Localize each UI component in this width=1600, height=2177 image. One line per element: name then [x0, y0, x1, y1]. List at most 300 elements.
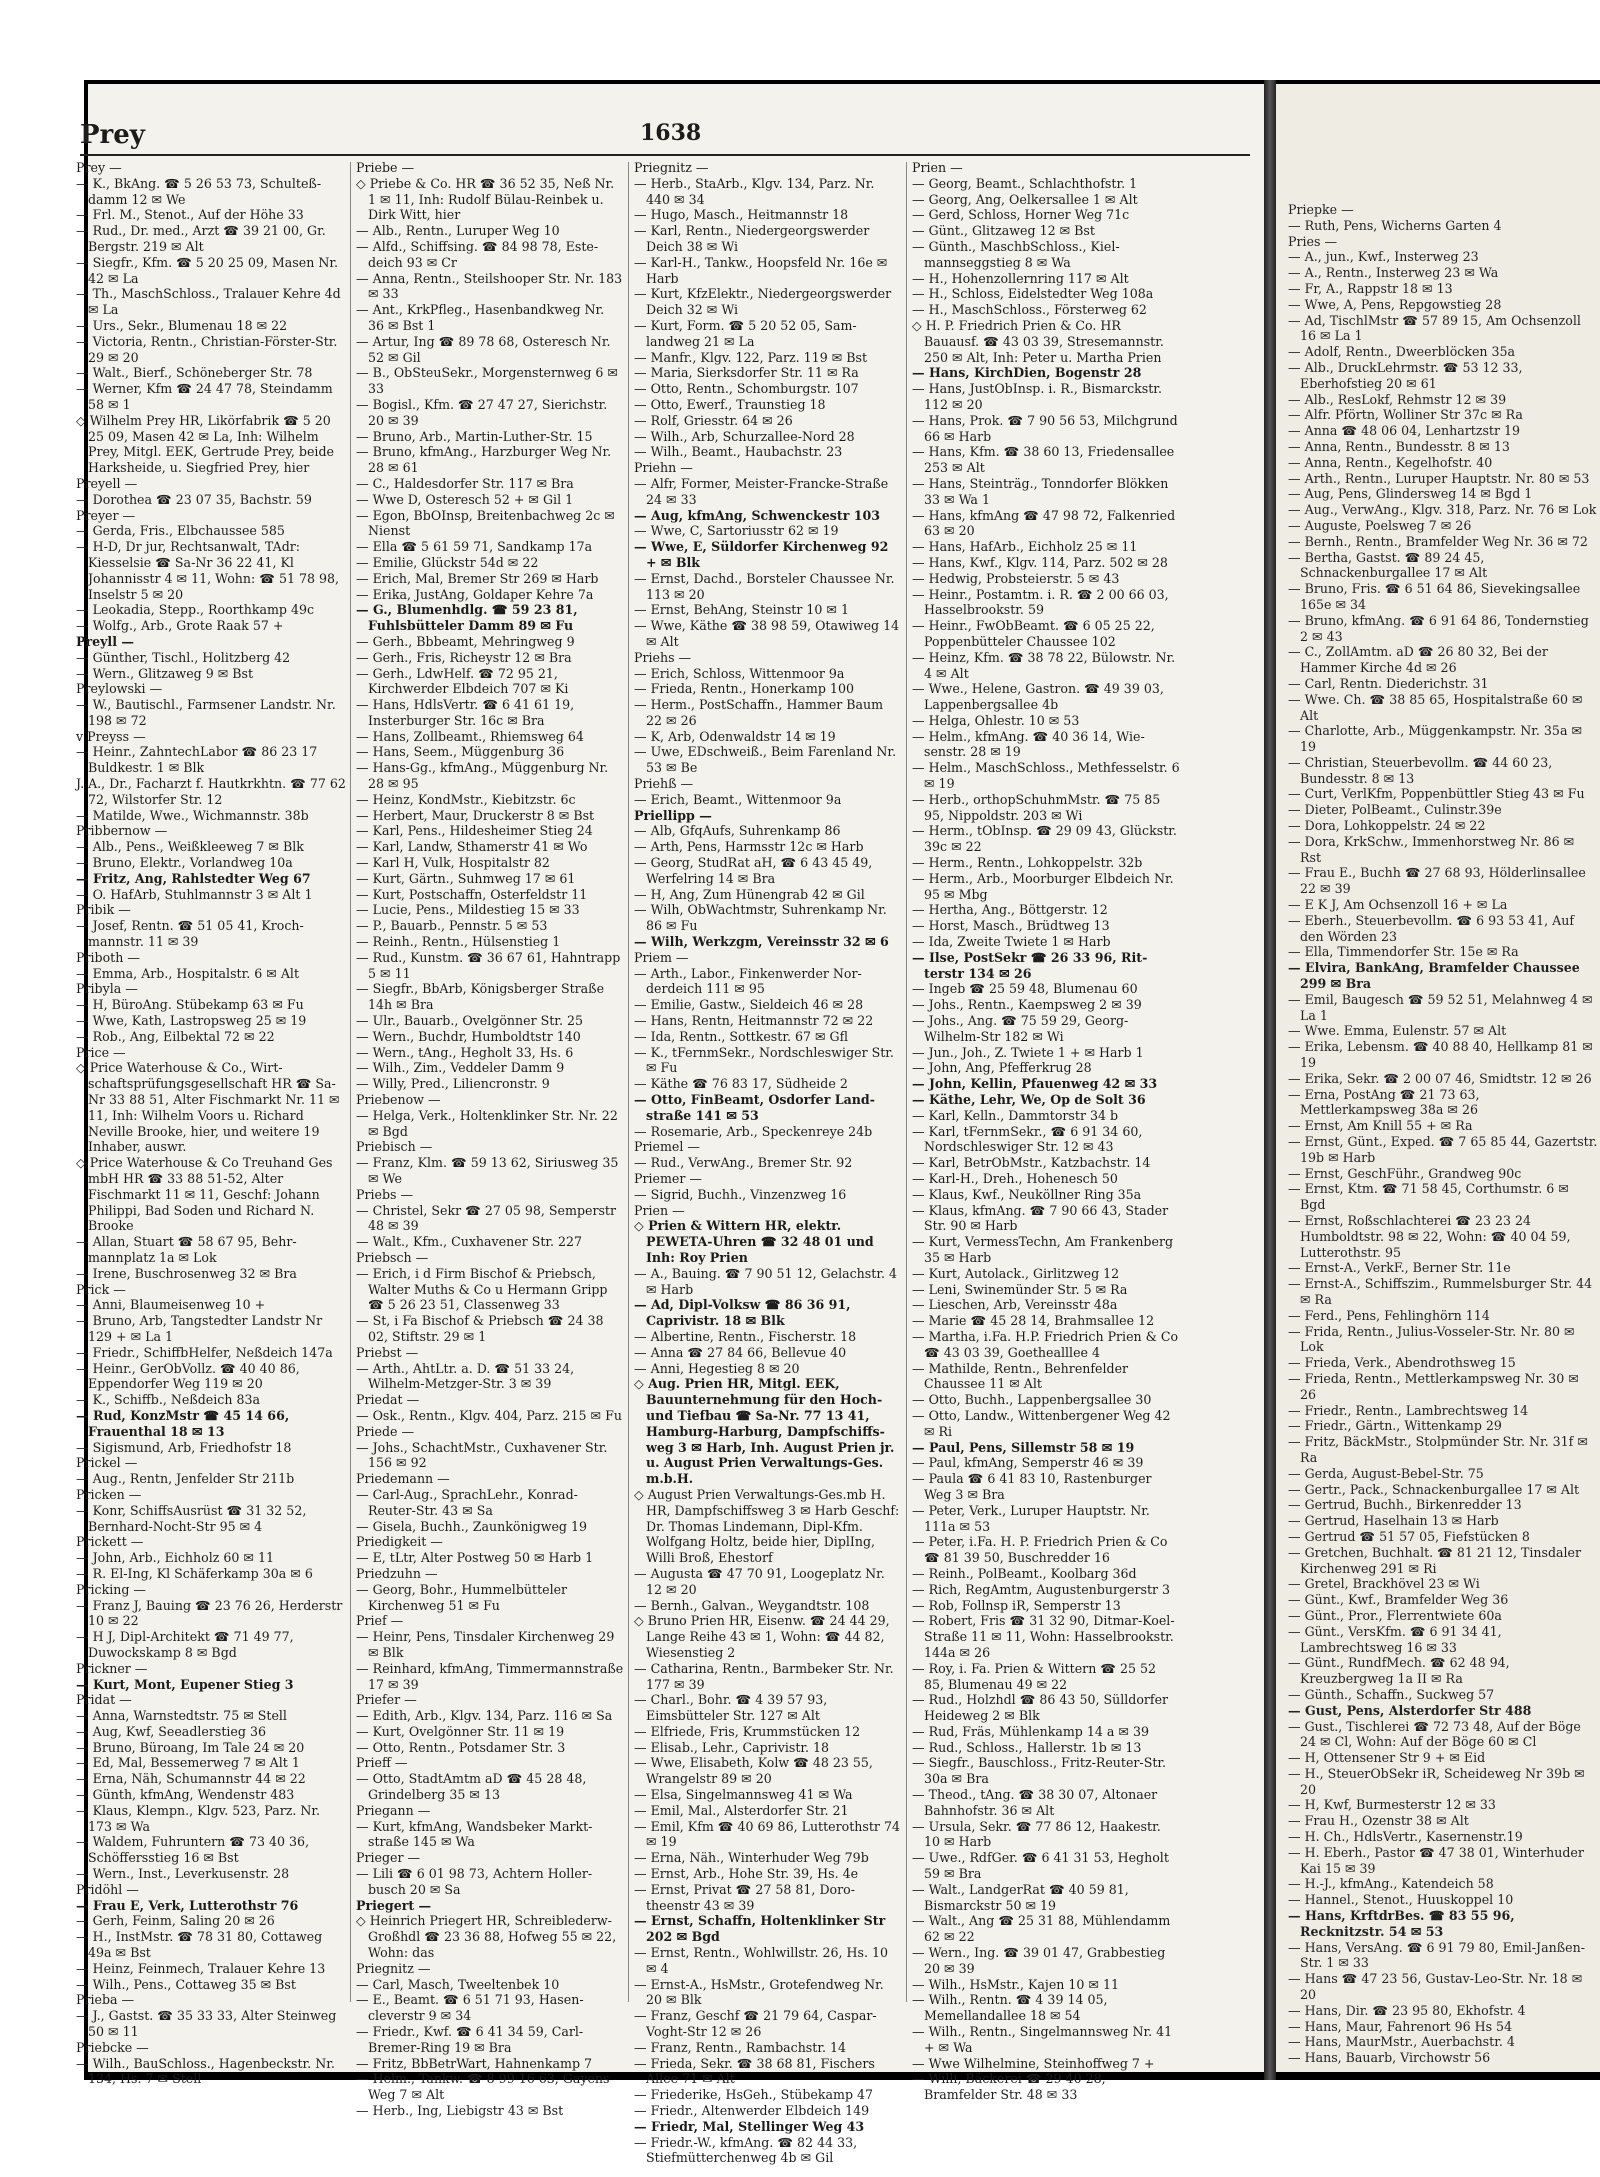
directory-entry: — Erich, Beamt., Wittenmoor 9a	[634, 791, 842, 807]
directory-entry: — H, Ang, Zum Hünengrab 42 ✉ Gil	[634, 886, 865, 902]
directory-entry: — Artur, Ing ☎ 89 78 68, Osteresch Nr. 52 ✉ Gil	[356, 333, 611, 365]
directory-entry: Pribyla —	[76, 981, 138, 997]
directory-entry: — Wwe, C, Sartoriusstr 62 ✉ 19	[634, 523, 839, 539]
directory-entry: — Rob, Follnsp iR, Semperstr 13	[912, 1597, 1121, 1613]
directory-entry: — Helga, Ohlestr. 10 ✉ 53	[912, 712, 1080, 728]
directory-entry: — Otto, Ewerf., Traunstieg 18	[634, 396, 826, 412]
directory-entry: — Curt, VerlKfm, Poppenbüttler Stieg 43 ✉ Fu	[1288, 786, 1585, 802]
directory-entry: — Alb., Rentn., Luruper Weg 10	[356, 223, 560, 239]
directory-entry: Priehn —	[634, 460, 693, 476]
directory-entry: — H J, Dipl-Architekt ☎ 71 49 77, Duwockskamp 8 ✉ Bgd	[76, 1629, 294, 1660]
directory-entry: Priellipp —	[634, 807, 712, 823]
directory-entry: — H, Kwf, Burmesterstr 12 ✉ 33	[1288, 1797, 1496, 1813]
directory-entry: — Christian, Steuerbevollm. ☎ 44 60 23, Bundesstr. 8 ✉ 13	[1288, 754, 1553, 786]
directory-entry: — Emil, Baugesch ☎ 59 52 51, Melahnweg 4 ✉ La 1	[1288, 991, 1593, 1023]
directory-entry: — Rob., Ang, Eilbektal 72 ✉ 22	[76, 1028, 275, 1044]
directory-entry: Priebs —	[356, 1186, 414, 1202]
directory-entry: — Fritz, Ang, Rahlstedter Weg 67	[76, 870, 311, 886]
directory-entry: — Paula ☎ 6 41 83 10, Rastenburger Weg 3 ✉ Bra	[912, 1471, 1152, 1502]
directory-entry: — Kurt, Postschaffn, Osterfeldstr 11	[356, 886, 588, 902]
directory-entry: — G., Blumenhdlg. ☎ 59 23 81, Fuhlsbütteler Damm 89 ✉ Fu	[356, 602, 578, 634]
directory-entry: — Dora, Lohkoppelstr. 24 ✉ 22	[1288, 818, 1486, 834]
directory-entry: — H. Ch., HdlsVertr., Kasernenstr.19	[1288, 1829, 1523, 1845]
adjacent-page-column	[1288, 202, 1598, 2066]
directory-entry: — Wwe D, Osteresch 52 + ✉ Gil 1	[356, 491, 574, 507]
directory-entry: Priepke —	[1288, 202, 1354, 217]
directory-entry: — K., tFernmSekr., Nordschleswiger Str. ✉ Fu	[634, 1044, 894, 1076]
directory-entry: — Friedr., SchiffbHelfer, Neßdeich 147a	[76, 1344, 333, 1360]
directory-entry: — Gertrud, Buchh., Birkenredder 13	[1288, 1497, 1522, 1513]
directory-entry: Pricken —	[76, 1486, 142, 1502]
directory-entry: — H., SteuerObSekr iR, Scheideweg Nr 39b ✉ 20	[1288, 1765, 1585, 1797]
directory-entry: — Rud., Holzhdl ☎ 86 43 50, Sülldorfer Heideweg 2 ✉ Blk	[912, 1692, 1169, 1724]
directory-entry: — Elfriede, Fris, Krummstücken 12	[634, 1723, 861, 1739]
directory-entry: — Leni, Swinemünder Str. 5 ✉ Ra	[912, 1281, 1128, 1297]
directory-entry: — Ulr., Bauarb., Ovelgönner Str. 25	[356, 1013, 583, 1029]
directory-entry: — E K J, Am Ochsenzoll 16 + ✉ La	[1288, 897, 1508, 913]
directory-entry: — Erika, Sekr. ☎ 2 00 07 46, Smidtstr. 12 ✉ 26	[1288, 1070, 1592, 1086]
directory-entry: — Carl, Rentn. Diederichstr. 31	[1288, 675, 1489, 691]
directory-entry: — Fritz, BbBetrWart, Hahnenkamp 7	[356, 2055, 593, 2071]
directory-entry: — Wwe, Käthe ☎ 38 98 59, Otawiweg 14 ✉ Alt	[634, 618, 900, 649]
directory-entry: ◇ Bruno Prien HR, Eisenw. ☎ 24 44 29, Lange Reihe 43 ✉ 1, Wohn: ☎ 44 82, Wiesenstieg 2	[634, 1613, 890, 1660]
directory-entry: — Osk., Rentn., Klgv. 404, Parz. 215 ✉ Fu	[356, 1407, 622, 1423]
directory-entry: — Erna, Näh., Winterhuder Weg 79b	[634, 1850, 869, 1866]
directory-entry: Pries —	[1288, 233, 1338, 249]
directory-entry: — Franz, Rentn., Rambachstr. 14	[634, 2039, 846, 2055]
directory-entry: — Augusta ☎ 47 70 91, Loogeplatz Nr. 12 ✉ 20	[634, 1565, 885, 1597]
directory-entry: — Alfd., Schiffsing. ☎ 84 98 78, Estedeich 93 ✉ Cr	[356, 238, 599, 270]
directory-entry: — Urs., Sekr., Blumenau 18 ✉ 22	[76, 317, 288, 333]
directory-entry: — Ida, Rentn., Sottkestr. 67 ✉ Gfl	[634, 1028, 849, 1044]
directory-entry: Prey —	[76, 160, 122, 175]
directory-entry: — Egon, BbOInsp, Breitenbachweg 2c ✉ Nienst	[356, 507, 615, 539]
directory-entry: — Günt., Pror., Flerrentwiete 60a	[1288, 1607, 1502, 1623]
directory-entry: — Ernst-A., HsMstr., Grotefendweg Nr. 20 ✉ Blk	[634, 1976, 884, 2008]
directory-entry: — Rolf, Griesstr. 64 ✉ 26	[634, 412, 793, 428]
directory-entry: — Gust, Pens, Alsterdorfer Str 488	[1288, 1702, 1532, 1718]
directory-entry: — Hans, Steinträg., Tonndorfer Blökken 33 ✉ Wa 1	[912, 475, 1169, 507]
directory-entry: — John, Arb., Eichholz 60 ✉ 11	[76, 1550, 274, 1566]
directory-entry: ◇ Aug. Prien HR, Mitgl. EEK, Bauunternehmung für den Hoch- und Tiefbau ☎ Sa-Nr. 77 13 41, Hamburg-Harburg, Dampfschiffsweg 3 ✉ Harb, Inh. August Prien jr. u. August Prien Verwaltungs-Ges. m.b.H.	[634, 1376, 895, 1487]
directory-entry: Priegnitz —	[356, 1960, 431, 1976]
directory-entry: — Adolf, Rentn., Dweerblöcken 35a	[1288, 344, 1516, 360]
directory-entry: — Aug, Pens, Glindersweg 14 ✉ Bgd 1	[1288, 486, 1533, 502]
directory-entry: — Dorothea ☎ 23 07 35, Bachstr. 59	[76, 491, 312, 507]
directory-entry: — Wolfg., Arb., Grote Raak 57 +	[76, 618, 284, 634]
directory-entry: — Siegfr., BbArb, Königsberger Straße 14h ✉ Bra	[356, 981, 605, 1013]
directory-entry: — H.-J., kfmAng., Katendeich 58	[1288, 1876, 1494, 1892]
directory-entry: — Catharina, Rentn., Barmbeker Str. Nr. 177 ✉ 39	[634, 1660, 894, 1692]
directory-entry: — Alb., DruckLehrmstr. ☎ 53 12 33, Eberhofstieg 20 ✉ 61	[1288, 359, 1523, 391]
directory-entry: — Arth., Labor., Finkenwerder Norderdeich 111 ✉ 95	[634, 965, 862, 997]
directory-entry: ◇ Price Waterhouse & Co Treuhand Ges mbH HR ☎ 33 88 51-52, Alter Fischmarkt 11 ✉ 11, Geschf: Johann Philippi, Bad Soden und Richard N. Brooke	[76, 1155, 333, 1234]
directory-entry: — Charlotte, Arb., Müggenkampstr. Nr. 35a ✉ 19	[1288, 723, 1583, 755]
directory-entry: — Kurt, Autolack., Girlitzweg 12	[912, 1265, 1120, 1281]
directory-entry: — Franz, Geschf ☎ 21 79 64, Caspar-Voght-Str 12 ✉ 26	[634, 2008, 877, 2040]
directory-entry: — Rud., Schloss., Hallerstr. 1b ✉ 13	[912, 1739, 1142, 1755]
directory-entry: — K., Schiffb., Neßdeich 83a	[76, 1392, 260, 1408]
directory-entry: ◇ Wilhelm Prey HR, Likörfabrik ☎ 5 20 25 09, Masen 42 ✉ La, Inh: Wilhelm Prey, Mitgl. EEK, Gertrude Prey, beide Harksheide, u. Siegfried Prey, hier	[76, 412, 334, 476]
directory-entry: — Herm., tObInsp. ☎ 29 09 43, Glückstr. 39c ✉ 22	[912, 823, 1177, 855]
directory-entry: — Ernst, Privat ☎ 27 58 81, Dorotheenstr 43 ✉ 39	[634, 1881, 855, 1913]
directory-entry: — Heinr, Pens, Tinsdaler Kirchenweg 29 ✉ Blk	[356, 1629, 615, 1660]
directory-entry: Priehs —	[634, 649, 692, 665]
directory-entry: — Frl. M., Stenot., Auf der Höhe 33	[76, 207, 304, 223]
directory-entry: — Albertine, Rentn., Fischerstr. 18	[634, 1328, 857, 1344]
directory-entry: — Paul, kfmAng, Semperstr 46 ✉ 39	[912, 1455, 1144, 1471]
directory-entry: — Friederike, HsGeh., Stübekamp 47	[634, 2087, 874, 2103]
directory-entry: — Sigismund, Arb, Friedhofstr 18	[76, 1439, 292, 1455]
directory-entry: — Th., MaschSchloss., Tralauer Kehre 4d ✉ La	[76, 286, 341, 318]
directory-entry: — Herm., PostSchaffn., Hammer Baum 22 ✉ 26	[634, 697, 884, 728]
directory-entry: — Konr, SchiffsAusrüst ☎ 31 32 52, Bernhard-Nocht-Str 95 ✉ 4	[76, 1502, 307, 1534]
directory-entry: — Wwe. Emma, Eulenstr. 57 ✉ Alt	[1288, 1023, 1507, 1039]
directory-entry: — Gertrud, Haselhain 13 ✉ Harb	[1288, 1513, 1499, 1529]
directory-entry: — H., InstMstr. ☎ 78 31 80, Cottaweg 49a ✉ Bst	[76, 1929, 323, 1961]
directory-entry: — Gust., Tischlerei ☎ 72 73 48, Auf der Böge 24 ✉ Cl, Wohn: Auf der Böge 60 ✉ Cl	[1288, 1718, 1581, 1750]
directory-entry: — Victoria, Rentn., Christian-Förster-Str. 29 ✉ 20	[76, 333, 338, 365]
directory-entry: — Ruth, Pens, Wicherns Garten 4	[1288, 217, 1502, 233]
directory-entry: — Karl, Kelln., Dammtorstr 34 b	[912, 1107, 1119, 1123]
directory-entry: — Heinr., GerObVollz. ☎ 40 40 86, Eppendorfer Weg 119 ✉ 20	[76, 1360, 300, 1392]
directory-entry: — H. Eberh., Pastor ☎ 47 38 01, Winterhuder Kai 15 ✉ 39	[1288, 1844, 1584, 1876]
directory-entry: — Wwe., Helene, Gastron. ☎ 49 39 03, Lappenbergsallee 4b	[912, 681, 1164, 713]
directory-entry: — Robert, Fris ☎ 31 32 90, Ditmar-Koel-Straße 11 ✉ 11, Wohn: Hasselbrookstr. 144a ✉ 26	[912, 1613, 1175, 1660]
directory-entry: — H., Hohenzollernring 117 ✉ Alt	[912, 270, 1129, 286]
directory-entry: — K., BkAng. ☎ 5 26 53 73, Schulteßdamm 12 ✉ We	[76, 175, 322, 207]
directory-entry: Priboth —	[76, 949, 140, 965]
directory-entry: — Hans ☎ 47 23 56, Gustav-Leo-Str. Nr. 18 ✉ 20	[1288, 1971, 1583, 2003]
directory-entry: — Erika, JustAng, Goldaper Kehre 7a	[356, 586, 594, 602]
directory-entry: — Erika, Lebensm. ☎ 40 88 40, Hellkamp 81 ✉ 19	[1288, 1039, 1593, 1071]
directory-entry: — Jun., Joh., Z. Twiete 1 + ✉ Harb 1	[912, 1044, 1144, 1060]
directory-entry: — Rud., Kunstm. ☎ 36 67 61, Hahntrapp 5 ✉ 11	[356, 949, 621, 981]
directory-entry: — Hedwig, Probsteierstr. 5 ✉ 43	[912, 570, 1120, 586]
directory-entry: — Elisab., Lehr., Caprivistr. 18	[634, 1739, 830, 1755]
directory-entry: — Ernst, Günt., Exped. ☎ 7 65 85 44, Gazertstr. 19b ✉ Harb	[1288, 1134, 1598, 1165]
directory-entry: — Hans, HafArb., Eichholz 25 ✉ 11	[912, 539, 1138, 555]
directory-entry: — Hans, Kfm. ☎ 38 60 13, Friedensallee 253 ✉ Alt	[912, 444, 1175, 476]
directory-entry: — Carl-Aug., SprachLehr., Konrad-Reuter-Str. 43 ✉ Sa	[356, 1486, 578, 1518]
directory-entry: — Wwe Wilhelmine, Steinhoffweg 7 +	[912, 2055, 1155, 2071]
directory-entry: — W., Bautischl., Farmsener Landstr. Nr. 198 ✉ 72	[76, 697, 336, 728]
directory-entry: — Herb., Ing, Liebigstr 43 ✉ Bst	[356, 2103, 564, 2119]
directory-entry: — Emilie, Gastw., Sieldeich 46 ✉ 28	[634, 997, 864, 1013]
directory-entry: — Siegfr., Bauschloss., Fritz-Reuter-Str. 30a ✉ Bra	[912, 1755, 1167, 1787]
directory-entry: — Otto, Rentn., Potsdamer Str. 3	[356, 1739, 566, 1755]
directory-entry: — Helm., kfmAng. ☎ 40 36 14, Wiesenstr. 28 ✉ 19	[912, 728, 1145, 760]
directory-entry: — Anna, Warnstedtstr. 75 ✉ Stell	[76, 1708, 287, 1724]
directory-entry: — Hans, KrftdrBes. ☎ 83 55 96, Recknitzstr. 54 ✉ 53	[1288, 1908, 1515, 1939]
directory-entry: — Johs., SchachtMstr., Cuxhavener Str. 156 ✉ 92	[356, 1439, 608, 1471]
directory-entry: — H-D, Dr jur, Rechtsanwalt, TAdr: Kiesselsie ☎ Sa-Nr 36 22 41, Kl Johannisstr 4 ✉ 11, Wohn: ☎ 51 78 98, Inselstr 5 ✉ 20	[76, 539, 340, 602]
directory-entry: Priegann —	[356, 1802, 431, 1818]
directory-entry: — Kurt, kfmAng, Wandsbeker Marktstraße 145 ✉ Wa	[356, 1818, 593, 1850]
directory-entry: — Ernst, Rentn., Wohlwillstr. 26, Hs. 10 ✉ 4	[634, 1945, 889, 1976]
directory-entry: — Ernst, Am Knill 55 + ✉ Ra	[1288, 1118, 1473, 1134]
directory-entry: — Kurt, Gärtn., Suhmweg 17 ✉ 61	[356, 870, 576, 886]
directory-entry: — Peter, i.Fa. H. P. Friedrich Prien & Co ☎ 81 39 50, Buschredder 16	[912, 1534, 1168, 1566]
directory-entry: — Wern., Glitzaweg 9 ✉ Bst	[76, 665, 254, 681]
directory-entry: — Hans, Zollbeamt., Rhiemsweg 64	[356, 728, 584, 744]
directory-entry: — Ella, Timmendorfer Str. 15e ✉ Ra	[1288, 944, 1519, 960]
directory-entry: — Rud, Fräs, Mühlenkamp 14 a ✉ 39	[912, 1723, 1149, 1739]
directory-entry: — Walt., Kfm., Cuxhavener Str. 227	[356, 1234, 583, 1250]
directory-entry: — Frieda, Rentn., Mettlerkampsweg Nr. 30 ✉ 26	[1288, 1370, 1579, 1402]
directory-entry: — Frida, Rentn., Julius-Vosseler-Str. Nr. 80 ✉ Lok	[1288, 1323, 1575, 1355]
directory-entry: — Günt., Kwf., Bramfelder Weg 36	[1288, 1592, 1509, 1608]
directory-entry: — Hans, Dir. ☎ 23 95 80, Ekhofstr. 4	[1288, 2002, 1526, 2018]
directory-entry: — A., Bauing. ☎ 7 90 51 12, Gelachstr. 4 ✉ Harb	[634, 1265, 897, 1297]
directory-entry: — Gertrud ☎ 51 57 05, Fiefstücken 8	[1288, 1528, 1530, 1544]
directory-entry: — Otto, Landw., Wittenbergener Weg 42 ✉ Ri	[912, 1407, 1171, 1439]
directory-entry: Priebe —	[356, 160, 415, 175]
directory-entry: — Georg, StudRat aH, ☎ 6 43 45 49, Werfelring 14 ✉ Bra	[634, 855, 873, 886]
directory-entry: Pribbernow —	[76, 823, 168, 839]
column-2	[356, 160, 624, 2119]
directory-entry: — Hans, Prok. ☎ 7 90 56 53, Milchgrund 66 ✉ Harb	[912, 412, 1178, 444]
directory-entry: — Ernst, Ktm. ☎ 71 58 45, Corthumstr. 6 ✉ Bgd	[1288, 1181, 1569, 1213]
directory-entry: — Hans, Seem., Müggenburg 36	[356, 744, 565, 760]
directory-entry: — Martha, i.Fa. H.P. Friedrich Prien & Co ☎ 43 03 39, Goethealllee 4	[912, 1328, 1179, 1360]
directory-entry: — H., Schloss, Eidelstedter Weg 108a	[912, 286, 1154, 302]
directory-entry: — Rosemarie, Arb., Speckenreye 24b	[634, 1123, 873, 1139]
directory-entry: — Erich, Mal, Bremer Str 269 ✉ Harb	[356, 570, 599, 586]
directory-entry: — Uwe., RdfGer. ☎ 6 41 31 53, Hegholt 59 ✉ Bra	[912, 1850, 1169, 1882]
directory-entry: — Sigrid, Buchh., Vinzenzweg 16	[634, 1186, 847, 1202]
directory-entry: — Bruno, kfmAng., Harzburger Weg Nr. 28 ✉ 61	[356, 444, 612, 476]
directory-entry: — Gerh., LdwHelf. ☎ 72 95 21, Kirchwerder Elbdeich 707 ✉ Ki	[356, 665, 569, 697]
directory-entry: — Ad, TischlMstr ☎ 57 89 15, Am Ochsenzoll 16 ✉ La 1	[1288, 312, 1581, 344]
directory-entry: ◇ Prien & Wittern HR, elektr. PEWETA-Uhren ☎ 32 48 01 und Inh: Roy Prien	[634, 1218, 874, 1265]
directory-entry: Prieba —	[76, 1992, 135, 2008]
directory-entry: — Ernst, BehAng, Steinstr 10 ✉ 1	[634, 602, 849, 618]
directory-entry: — Bruno, Fris. ☎ 6 51 64 86, Sievekingsallee 165e ✉ 34	[1288, 581, 1581, 612]
directory-entry: — Heinr., FwObBeamt. ☎ 6 05 25 22, Poppenbütteler Chaussee 102	[912, 618, 1155, 649]
directory-entry: — Wern., Inst., Leverkusenstr. 28	[76, 1866, 290, 1882]
directory-entry: — Hans, HdlsVertr. ☎ 6 41 61 19, Insterburger Str. 16c ✉ Bra	[356, 697, 575, 728]
directory-entry: — Gerd, Schloss, Horner Weg 71c	[912, 207, 1130, 223]
directory-entry: — R. El-Ing, Kl Schäferkamp 30a ✉ 6	[76, 1565, 313, 1581]
directory-entry: — Roy, i. Fa. Prien & Wittern ☎ 25 52 85, Blumenau 49 ✉ 22	[912, 1660, 1157, 1692]
directory-entry: — C., ZollAmtm. aD ☎ 26 80 32, Bei der Hammer Kirche 4d ✉ 26	[1288, 644, 1548, 676]
directory-entry: — Wilh., Rentn. ☎ 4 39 14 05, Memellandallee 18 ✉ 54	[912, 1992, 1108, 2024]
directory-entry: — Erna, Näh, Schumannstr 44 ✉ 22	[76, 1771, 306, 1787]
directory-entry: — Karl H, Vulk, Hospitalstr 82	[356, 855, 550, 871]
directory-entry: Priem —	[634, 949, 689, 965]
directory-entry: — Allan, Stuart ☎ 58 67 95, Behrmannplatz 1a ✉ Lok	[76, 1234, 297, 1265]
directory-entry: — Wwe, Elisabeth, Kolw ☎ 48 23 55, Wrangelstr 89 ✉ 20	[634, 1755, 873, 1787]
directory-entry: — Karl, tFernmSekr., ☎ 6 91 34 60, Nordschleswiger Str. 12 ✉ 43	[912, 1123, 1143, 1155]
directory-entry: — Frau E, Verk, Lutterothstr 76	[76, 1897, 299, 1913]
directory-entry: — Elsa, Singelmannsweg 41 ✉ Wa	[634, 1787, 853, 1803]
directory-entry: — Karl, Landw, Sthamerstr 41 ✉ Wo	[356, 839, 588, 855]
directory-entry: Price —	[76, 1044, 126, 1060]
directory-entry: — Johs., Rentn., Kaempsweg 2 ✉ 39	[912, 997, 1142, 1013]
directory-entry: Priemer —	[634, 1171, 702, 1186]
directory-entry: — K, Arb, Odenwaldstr 14 ✉ 19	[634, 728, 836, 744]
directory-entry: Priebcke —	[76, 2039, 149, 2055]
directory-entry: — Hertha, Ang., Böttgerstr. 12	[912, 902, 1108, 918]
directory-entry: — Gisela, Buchh., Zaunkönigweg 19	[356, 1518, 588, 1534]
directory-entry: ◇ H. P. Friedrich Prien & Co. HR Bauausf. ☎ 43 03 39, Stresemannstr. 250 ✉ Alt, Inh: Peter u. Martha Prien	[912, 317, 1164, 365]
directory-entry: — Kurt, KfzElektr., Niedergeorgswerder Deich 32 ✉ Wi	[634, 286, 892, 318]
directory-entry: — Otto, Buchh., Lappenbergsallee 30	[912, 1392, 1152, 1408]
directory-entry: — Wwe, A, Pens, Repgowstieg 28	[1288, 296, 1502, 312]
directory-entry: — Wern., Ing. ☎ 39 01 47, Grabbestieg 20 ✉ 39	[912, 1945, 1166, 1976]
directory-entry: — Josef, Rentn. ☎ 51 05 41, Krochmannstr. 11 ✉ 39	[76, 918, 304, 950]
directory-entry: Priede —	[356, 1423, 415, 1439]
column-divider	[350, 162, 351, 2002]
directory-entry: — Rud, KonzMstr ☎ 45 14 66, Frauenthal 18 ✉ 13	[76, 1407, 290, 1439]
directory-entry: — Manfr., Klgv. 122, Parz. 119 ✉ Bst	[634, 349, 868, 365]
directory-entry: Priefer —	[356, 1692, 417, 1708]
directory-entry: — Uwe, EDschweiß., Beim Farenland Nr. 53 ✉ Be	[634, 744, 897, 776]
directory-entry: — Walt., Bierf., Schöneberger Str. 78	[76, 365, 313, 381]
directory-entry: — Kurt, Ovelgönner Str. 11 ✉ 19	[356, 1723, 565, 1739]
directory-entry: — Heinz, Kfm. ☎ 38 78 22, Bülowstr. Nr. 4 ✉ Alt	[912, 649, 1176, 681]
directory-entry: — Hugo, Masch., Heitmannstr 18	[634, 207, 849, 223]
directory-entry: — Ernst, Schaffn, Holtenklinker Str 202 ✉ Bgd	[634, 1913, 886, 1945]
directory-entry: — Hans, Rentn, Heitmannstr 72 ✉ 22	[634, 1013, 874, 1029]
directory-entry: — Auguste, Poelsweg 7 ✉ 26	[1288, 517, 1472, 533]
directory-entry: — Friedr, Mal, Stellinger Weg 43	[634, 2118, 865, 2134]
directory-entry: Priebisch —	[356, 1139, 433, 1155]
directory-entry: — Alfr. Pförtn, Wolliner Str 37c ✉ Ra	[1288, 407, 1523, 423]
directory-entry: — Gerh., Bbbeamt, Mehringweg 9	[356, 633, 575, 649]
directory-entry: — Karl, Pens., Hildesheimer Stieg 24	[356, 823, 593, 839]
directory-entry: — Leokadia, Stepp., Roorthkamp 49c	[76, 602, 315, 618]
directory-entry: — Gerh., Fris, Richeystr 12 ✉ Bra	[356, 649, 572, 665]
directory-entry: — Alb., Pens., Weißkleeweg 7 ✉ Blk	[76, 839, 304, 855]
directory-entry: — H, BüroAng. Stübekamp 63 ✉ Fu	[76, 997, 304, 1013]
directory-entry: — Werner, Kfm ☎ 24 47 78, Steindamm 58 ✉ 1	[76, 381, 333, 412]
directory-entry: — Wilh., HsMstr., Kajen 10 ✉ 11	[912, 1976, 1120, 1992]
page-number: 1638	[640, 120, 702, 146]
header-rule	[80, 154, 1250, 156]
directory-entry: — Wwe, E, Süldorfer Kirchenweg 92 + ✉ Blk	[634, 539, 889, 570]
directory-entry: — Gretchen, Buchhalt. ☎ 81 21 12, Tinsdaler Kirchenweg 291 ✉ Ri	[1288, 1544, 1582, 1576]
directory-entry: — Anna, Rentn., Bundesstr. 8 ✉ 13	[1288, 438, 1510, 454]
directory-entry: — Aug, Kwf, Seeadlerstieg 36	[76, 1723, 266, 1739]
directory-entry: — Eberh., Steuerbevollm. ☎ 6 93 53 41, Auf den Wörden 23	[1288, 912, 1575, 944]
directory-entry: — Hans, KirchDien, Bogenstr 28	[912, 365, 1142, 381]
directory-entry: — Ed, Mal, Bessemerweg 7 ✉ Alt 1	[76, 1755, 300, 1771]
directory-entry: — Frau E., Buchh ☎ 27 68 93, Hölderlinsallee 22 ✉ 39	[1288, 865, 1586, 897]
directory-entry: — Ernst, Roßschlachterei ☎ 23 23 24 Humboldtstr. 98 ✉ 22, Wohn: ☎ 40 04 59, Lutterothstr. 95	[1288, 1213, 1571, 1260]
page-title: Prey	[80, 120, 145, 150]
directory-entry: Preyll —	[76, 633, 134, 649]
directory-entry: — Friedr., Kwf. ☎ 6 41 34 59, Carl-Bremer-Ring 19 ✉ Bra	[356, 2024, 584, 2055]
directory-entry: — Fritz, BäckMstr., Stolpmünder Str. Nr. 31f ✉ Ra	[1288, 1434, 1588, 1465]
directory-entry: — Franz, Klm. ☎ 59 13 62, Siriusweg 35 ✉ We	[356, 1155, 619, 1186]
directory-entry: — Herb., orthopSchuhmMstr. ☎ 75 85 95, Nippoldstr. 203 ✉ Wi	[912, 791, 1161, 823]
directory-entry: — Emma, Arb., Hospitalstr. 6 ✉ Alt	[76, 965, 300, 981]
directory-entry: — Friedr., Gärtn., Wittenkamp 29	[1288, 1418, 1502, 1434]
directory-entry: — Klaus, Kwf., Neuköllner Ring 35a	[912, 1186, 1142, 1202]
directory-entry: — Alfr, Former, Meister-Francke-Straße 24 ✉ 33	[634, 475, 889, 507]
directory-entry: — H, Ottensener Str 9 + ✉ Eid	[1288, 1750, 1486, 1766]
directory-entry: — Bernh., Galvan., Weygandtstr. 108	[634, 1597, 870, 1613]
directory-entry: — Gerh, Feinm, Saling 20 ✉ 26	[76, 1913, 275, 1929]
directory-entry: — Karl-H., Tankw., Hoopsfeld Nr. 16e ✉ Harb	[634, 254, 888, 286]
directory-entry: — Erich, Schloss, Wittenmoor 9a	[634, 665, 845, 681]
scan-background	[76, 80, 1600, 2166]
directory-entry: — H., MaschSchloss., Försterweg 62	[912, 302, 1147, 318]
directory-entry: — Erich, i d Firm Bischof & Priebsch, Walter Muths & Co u Hermann Gripp ☎ 5 26 23 51, Classenweg 33	[356, 1265, 608, 1313]
directory-entry: — Hans, Kwf., Klgv. 114, Parz. 502 ✉ 28	[912, 554, 1168, 570]
directory-entry: — John, Ang, Pfefferkrug 28	[912, 1060, 1092, 1076]
directory-entry: — Heinz, Feinmech, Tralauer Kehre 13	[76, 1960, 326, 1976]
directory-entry: — Rud., Dr. med., Arzt ☎ 39 21 00, Gr. Bergstr. 219 ✉ Alt	[76, 223, 326, 254]
directory-entry: — Ernst, Arb., Hohe Str. 39, Hs. 4e	[634, 1866, 859, 1882]
directory-entry: Pridat —	[76, 1692, 132, 1708]
directory-entry: — Gerda, Fris., Elbchaussee 585	[76, 523, 285, 539]
directory-entry: — E., Beamt. ☎ 6 51 71 93, Hasencleverstr 9 ✉ 34	[356, 1992, 584, 2024]
directory-entry: Priedzuhn —	[356, 1565, 438, 1581]
directory-entry: — Aug., Rentn, Jenfelder Str 211b	[76, 1471, 295, 1487]
directory-entry: — Ernst, Dachd., Borsteler Chaussee Nr. 113 ✉ 20	[634, 570, 895, 602]
directory-entry: — Aug, kfmAng, Schwenckestr 103	[634, 507, 881, 523]
directory-entry: Prickel —	[76, 1455, 138, 1471]
directory-entry: v Preyss —	[76, 728, 146, 744]
directory-entry: Priegnitz —	[634, 160, 709, 175]
directory-entry: — Willi, Bäckerei ☎ 29 40 28, Bramfelder Str. 48 ✉ 33	[912, 2071, 1106, 2103]
column-divider	[906, 162, 907, 2002]
directory-entry: — Dora, KrkSchw., Immenhorstweg Nr. 86 ✉ Rst	[1288, 833, 1575, 865]
directory-entry: Priedigkeit —	[356, 1534, 443, 1550]
directory-entry: Pridöhl —	[76, 1881, 139, 1897]
directory-entry: — Reinh., Rentn., Hülsenstieg 1	[356, 934, 561, 950]
directory-entry: — Ida, Zweite Twiete 1 ✉ Harb	[912, 934, 1111, 950]
directory-entry: — Irene, Buschrosenweg 32 ✉ Bra	[76, 1265, 297, 1281]
directory-entry: — Maria, Sierksdorfer Str. 11 ✉ Ra	[634, 365, 859, 381]
directory-entry: — J., Gastst. ☎ 35 33 33, Alter Steinweg 50 ✉ 11	[76, 2008, 337, 2040]
directory-entry: — Friedr., Rentn., Lambrechtsweg 14	[1288, 1402, 1529, 1418]
directory-entry: — Ilse, PostSekr ☎ 26 33 96, Ritterstr 134 ✉ 26	[912, 949, 1148, 981]
directory-entry: — Ernst, GeschFühr., Grandweg 90c	[1288, 1165, 1522, 1181]
book-gutter	[1264, 80, 1276, 2080]
directory-entry: — Bertha, Gastst. ☎ 89 24 45, Schnackenburgallee 17 ✉ Alt	[1288, 549, 1488, 581]
directory-entry: Priemel —	[634, 1139, 700, 1155]
directory-entry: — Walt., Ang ☎ 25 31 88, Mühlendamm 62 ✉ 22	[912, 1913, 1171, 1945]
page-header	[80, 114, 1174, 164]
directory-entry: Priebenow —	[356, 1092, 441, 1108]
directory-entry: — Friedr., Altenwerder Elbdeich 149	[634, 2103, 870, 2119]
directory-entry: — Arth., Rentn., Luruper Hauptstr. Nr. 80 ✉ 53	[1288, 470, 1590, 486]
directory-entry: — Anna, Rentn., Steilshooper Str. Nr. 183 ✉ 33	[356, 270, 623, 302]
directory-entry: — Karl, BetrObMstr., Katzbachstr. 14	[912, 1155, 1151, 1171]
directory-entry: — Herbert, Maur, Druckerstr 8 ✉ Bst	[356, 807, 595, 823]
directory-entry: — Wern., Buchdr, Humboldtstr 140	[356, 1028, 581, 1044]
directory-entry: — Ant., KrkPfleg., Hasenbandkweg Nr. 36 ✉ Bst 1	[356, 302, 605, 333]
directory-entry: — Siegfr., Kfm. ☎ 5 20 25 09, Masen Nr. 42 ✉ La	[76, 254, 338, 286]
directory-entry: — Rud., VerwAng., Bremer Str. 92	[634, 1155, 853, 1171]
directory-entry: — Bruno, kfmAng. ☎ 6 91 64 86, Tondernstieg 2 ✉ 43	[1288, 612, 1589, 644]
directory-entry: — Aug., VerwAng., Klgv. 318, Parz. Nr. 76 ✉ Lok	[1288, 502, 1597, 518]
directory-entry: Priebst —	[356, 1344, 419, 1360]
directory-entry: — Hans, JustObInsp. i. R., Bismarckstr. 112 ✉ 20	[912, 381, 1162, 412]
directory-entry: Prieff —	[356, 1755, 408, 1771]
directory-entry: — Anna, Rentn., Kegelhofstr. 40	[1288, 454, 1493, 470]
directory-entry: — Hans, Maur, Fahrenort 96 Hs 54	[1288, 2018, 1513, 2034]
directory-entry: — Willy, Pred., Liliencronstr. 9	[356, 1076, 550, 1092]
directory-entry: — Otto, StadtAmtm aD ☎ 45 28 48, Grindelberg 35 ✉ 13	[356, 1771, 587, 1803]
directory-entry: — Rich, RegAmtm, Augustenburgerstr 3	[912, 1581, 1171, 1597]
directory-entry: — Helga, Verk., Holtenklinker Str. Nr. 22 ✉ Bgd	[356, 1107, 618, 1139]
adjacent-page	[1276, 84, 1600, 2072]
